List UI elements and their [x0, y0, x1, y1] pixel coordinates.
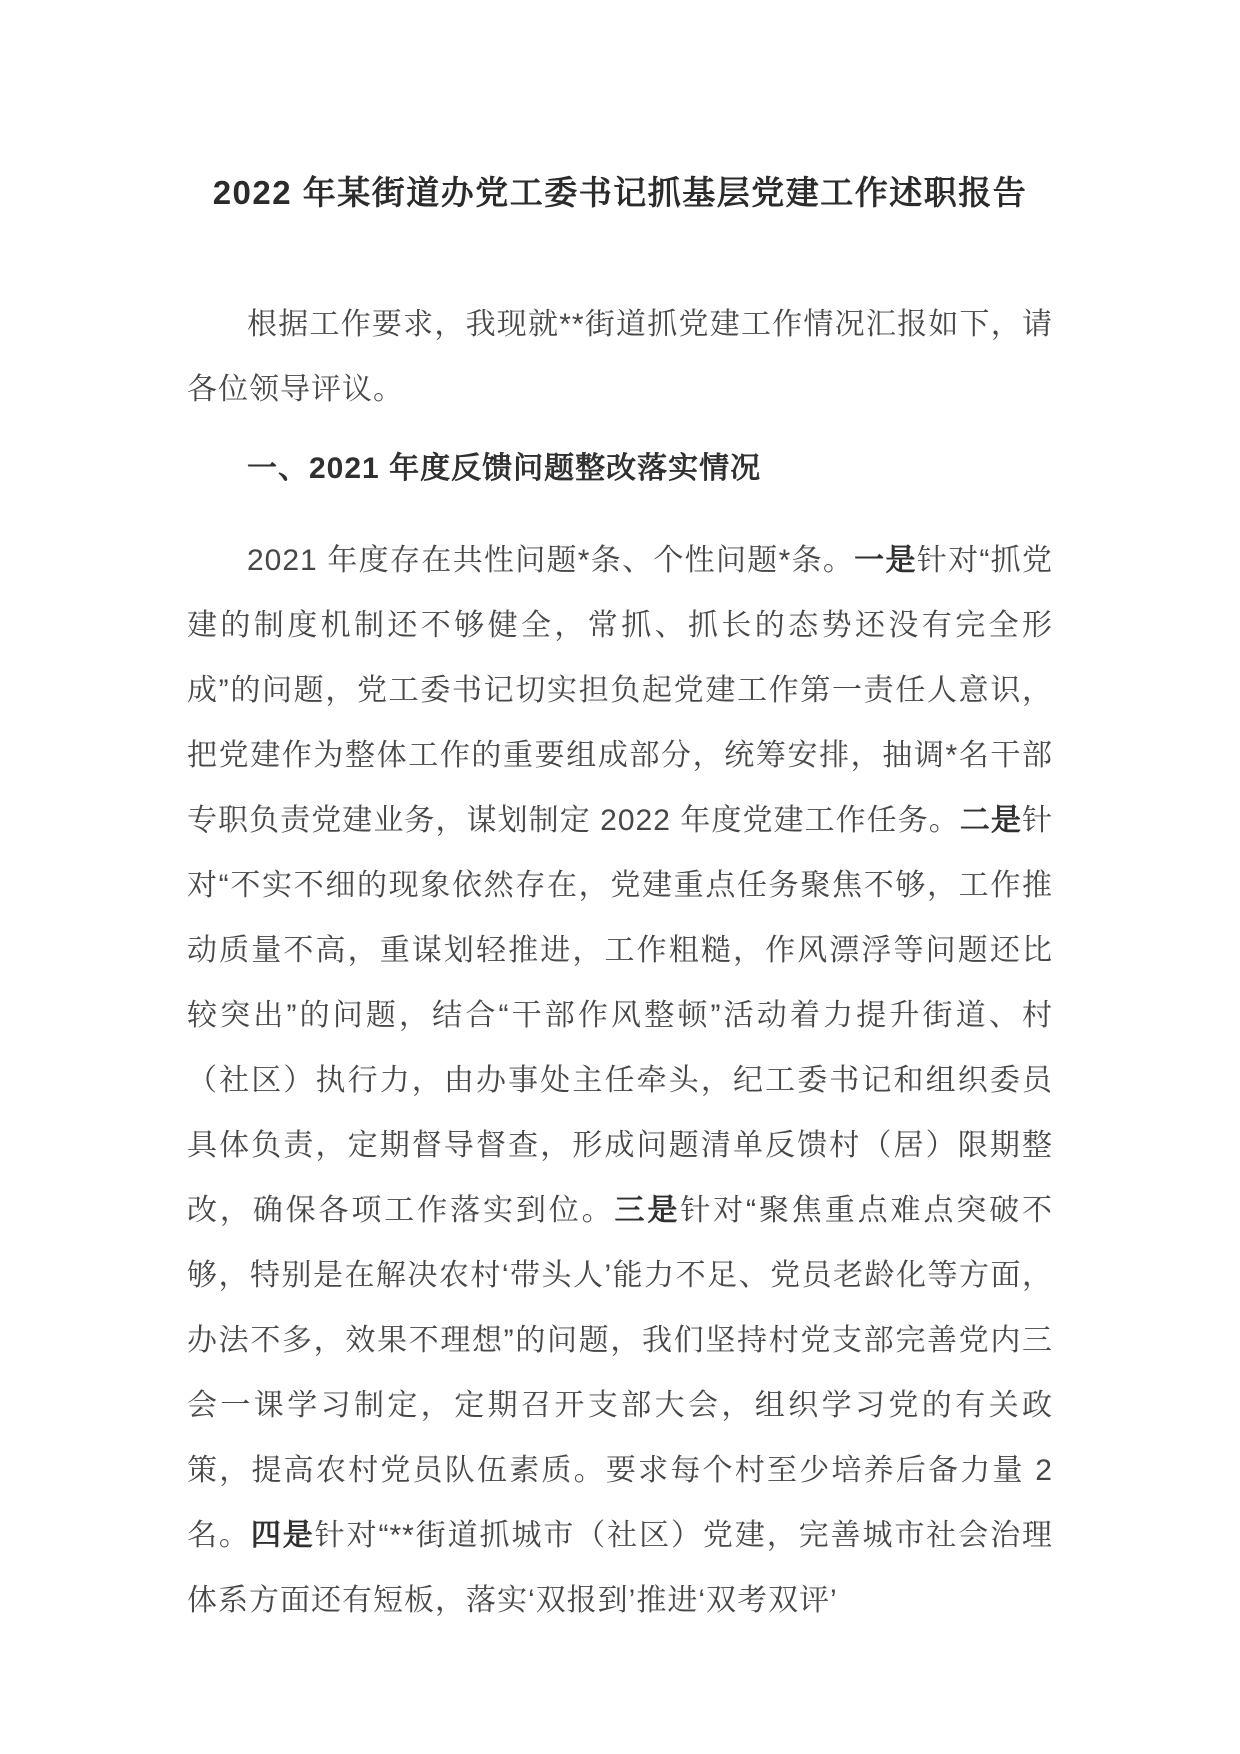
text-run: 针对“聚焦重点难点突破不够，特别是在解决农村‘带头人’能力不足、党员老龄化等方面，办法不多，效果不理想”的问题，我们坚持村党支部完善党内三会一课学习制定，定期召开支部大会，组织学习党的有关政策，提高农村党员队伍素质。要求每个村至少培养后备力量 2 名。 [187, 1194, 1054, 1552]
section-heading [187, 436, 1053, 501]
paragraph [187, 292, 1053, 422]
document-title: 2022 年某街道办党工委书记抓基层党建工作述职报告 [212, 174, 1028, 211]
paragraph [187, 528, 1053, 1633]
bold-text-run: 三是 [614, 1194, 681, 1227]
text-run: 根据工作要求，我现就**街道抓党建工作情况汇报如下，请各位领导评议。 [187, 308, 1053, 406]
document-body [187, 292, 1053, 1633]
text-run: 针对“**街道抓城市（社区）党建，完善城市社会治理体系方面还有短板，落实‘双报到’推进‘双考双评’ [187, 1519, 1054, 1617]
bold-text-run: 一、2021 年度反馈问题整改落实情况 [247, 452, 762, 485]
bold-text-run: 二是 [959, 804, 1022, 837]
bold-text-run: 四是 [250, 1519, 315, 1552]
text-run: 2021 年度存在共性问题*条、个性问题*条。 [247, 544, 855, 577]
text-run: 针对“抓党建的制度机制还不够健全，常抓、抓长的态势还没有完全形成”的问题，党工委书记切实担负起党建工作第一责任人意识，把党建作为整体工作的重要组成部分，统筹安排，抽调*名干部专职负责党建业务，谋划制定 2022 年度党建工作任务。 [187, 544, 1053, 837]
bold-text-run: 一是 [854, 544, 917, 577]
text-run: 针对“不实不细的现象依然存在，党建重点任务聚焦不够，工作推动质量不高，重谋划轻推进，工作粗糙，作风漂浮等问题还比较突出”的问题，结合“干部作风整顿”活动着力提升街道、村（社区）执行力，由办事处主任牵头，纪工委书记和组织委员具体负责，定期督导督查，形成问题清单反馈村（居）限期整改，确保各项工作落实到位。 [187, 804, 1053, 1227]
